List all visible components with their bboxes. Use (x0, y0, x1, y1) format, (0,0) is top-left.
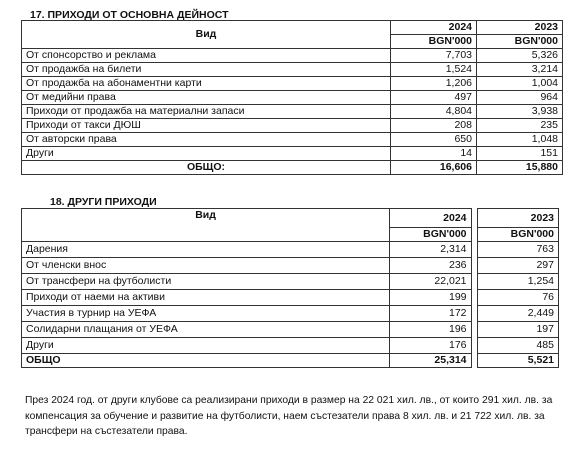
row-label: От продажба на абонаментни карти (22, 77, 391, 91)
footnote-text: През 2024 год. от други клубове са реализирани приходи в размер на 22 021 хил. лв., от които 291 хил. лв. за компенсация за обучение и развитие на футболисти, наем състезатели права 8 хил. лв. и 21 722 хил. лв. за трансфери на състезатели права. (25, 395, 553, 437)
value-2023: 3,214 (477, 63, 563, 77)
column-header-vid: Вид (22, 21, 391, 49)
total-2024: 16,606 (391, 161, 477, 175)
value-2024: 1,524 (391, 63, 477, 77)
column-header-2024: 2024 (390, 209, 471, 228)
column-header-2024: 2024 (391, 21, 477, 35)
table-row (22, 338, 559, 354)
value-2024: 22,021 (390, 274, 471, 290)
value-2023: 197 (477, 322, 558, 338)
table-row (22, 306, 559, 322)
table-row (22, 290, 559, 306)
table-17-body (22, 49, 563, 161)
table-row (22, 63, 563, 77)
value-2023: 964 (477, 91, 563, 105)
value-2023: 1,048 (477, 133, 563, 147)
row-label: Други (22, 338, 390, 354)
unit-header-2024: BGN'000 (391, 35, 477, 49)
value-2023: 1,004 (477, 77, 563, 91)
row-label: Дарения (22, 242, 390, 258)
total-label: ОБЩО: (22, 161, 391, 175)
value-2024: 236 (390, 258, 471, 274)
unit-header-2023: BGN'000 (477, 35, 563, 49)
row-label: От трансфери на футболисти (22, 274, 390, 290)
value-2024: 650 (391, 133, 477, 147)
table-row-total (22, 161, 563, 175)
column-header-2023: 2023 (477, 21, 563, 35)
row-label: От продажба на билети (22, 63, 391, 77)
table-row (22, 49, 563, 63)
table-row (22, 91, 563, 105)
value-2024: 199 (390, 290, 471, 306)
table-row (22, 77, 563, 91)
value-2023: 2,449 (477, 306, 558, 322)
table-row (22, 105, 563, 119)
row-label: От спонсорство и реклама (22, 49, 391, 63)
row-label: Приходи от наеми на активи (22, 290, 390, 306)
value-2024: 7,703 (391, 49, 477, 63)
table-row (22, 147, 563, 161)
value-2024: 497 (391, 91, 477, 105)
row-label: Приходи от такси ДЮШ (22, 119, 391, 133)
table-row (22, 119, 563, 133)
total-2024: 25,314 (390, 354, 471, 368)
value-2024: 176 (390, 338, 471, 354)
table-row-total (22, 354, 559, 368)
value-2023: 76 (477, 290, 558, 306)
table-row (22, 242, 559, 258)
row-label: Участия в турнир на УЕФА (22, 306, 390, 322)
total-2023: 15,880 (477, 161, 563, 175)
table-row (22, 258, 559, 274)
value-2024: 14 (391, 147, 477, 161)
total-label: ОБЩО (22, 354, 390, 368)
value-2024: 196 (390, 322, 471, 338)
value-2024: 172 (390, 306, 471, 322)
row-label: Приходи от продажба на материални запаси (22, 105, 391, 119)
row-label: От медийни права (22, 91, 391, 105)
value-2023: 151 (477, 147, 563, 161)
value-2023: 763 (477, 242, 558, 258)
value-2023: 3,938 (477, 105, 563, 119)
table-18-body (22, 242, 559, 354)
value-2024: 208 (391, 119, 477, 133)
section-17-title: 17. ПРИХОДИ ОТ ОСНОВНА ДЕЙНОСТ (30, 9, 229, 21)
total-2023: 5,521 (477, 354, 558, 368)
table-18 (21, 208, 559, 368)
section-18-title: 18. ДРУГИ ПРИХОДИ (50, 196, 157, 208)
table-row (22, 322, 559, 338)
unit-header-2023: BGN'000 (477, 228, 558, 242)
value-2023: 297 (477, 258, 558, 274)
value-2023: 1,254 (477, 274, 558, 290)
value-2024: 2,314 (390, 242, 471, 258)
column-header-vid: Вид (22, 209, 390, 242)
row-label: От авторски права (22, 133, 391, 147)
row-label: От членски внос (22, 258, 390, 274)
table-17 (21, 20, 563, 175)
unit-header-2024: BGN'000 (390, 228, 471, 242)
value-2024: 1,206 (391, 77, 477, 91)
row-label: Други (22, 147, 391, 161)
column-header-2023: 2023 (477, 209, 558, 228)
row-label: Солидарни плащания от УЕФА (22, 322, 390, 338)
value-2023: 235 (477, 119, 563, 133)
value-2024: 4,804 (391, 105, 477, 119)
table-row (22, 133, 563, 147)
table-row (22, 274, 559, 290)
value-2023: 485 (477, 338, 558, 354)
value-2023: 5,326 (477, 49, 563, 63)
